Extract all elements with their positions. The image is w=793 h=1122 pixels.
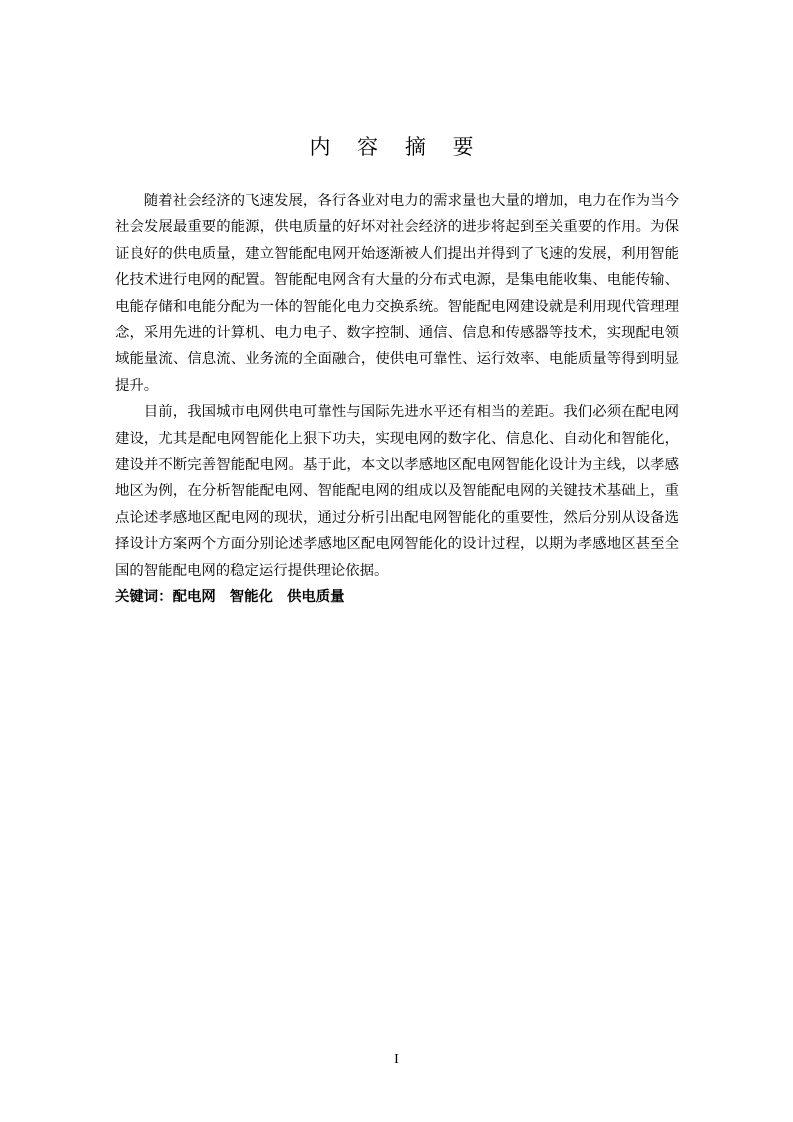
- keywords-line: [115, 584, 679, 610]
- page-number: I: [394, 1052, 399, 1067]
- abstract-paragraph-2: 目前，我国城市电网供电可靠性与国际先进水平还有相当的差距。我们必须在配电网建设，尤其是配电网智能化上狠下功夫，实现电网的数字化、信息化、自动化和智能化，建设并不断完善智能配电网。基于此，本文以孝感地区配电网智能化设计为主线，以孝感地区为例，在分析智能配电网、智能配电网的组成以及智能配电网的关键技术基础上，重点论述孝感地区配电网的现状，通过分析引出配电网智能化的重要性，然后分别从设备选择设计方案两个方面分别论述孝感地区配电网智能化的设计过程，以期为孝感地区甚至全国的智能配电网的稳定运行提供理论依据。: [115, 404, 679, 579]
- keywords-label: 关键词：: [115, 589, 173, 606]
- keyword-item: 智能化: [229, 589, 273, 606]
- abstract-paragraph-1: 随着社会经济的飞速发展，各行各业对电力的需求量也大量的增加，电力在作为当今社会发展最重要的能源，供电质量的好坏对社会经济的进步将起到至关重要的作用。为保证良好的供电质量，建立智能配电网开始逐渐被人们提出并得到了飞速的发展，利用智能化技术进行电网的配置。智能配电网含有大量的分布式电源，是集电能收集、电能传输、电能存储和电能分配为一体的智能化电力交换系统。智能配电网建设就是利用现代管理理念，采用先进的计算机、电力电子、数字控制、通信、信息和传感器等技术，实现配电领域能量流、信息流、业务流的全面融合，使供电可靠性、运行效率、电能质量等得到明显提升。: [115, 193, 679, 394]
- page-title: 内 容 摘 要: [309, 135, 484, 159]
- keyword-item: 配电网: [172, 589, 216, 606]
- abstract-body: [115, 188, 679, 611]
- keyword-item: 供电质量: [286, 589, 345, 606]
